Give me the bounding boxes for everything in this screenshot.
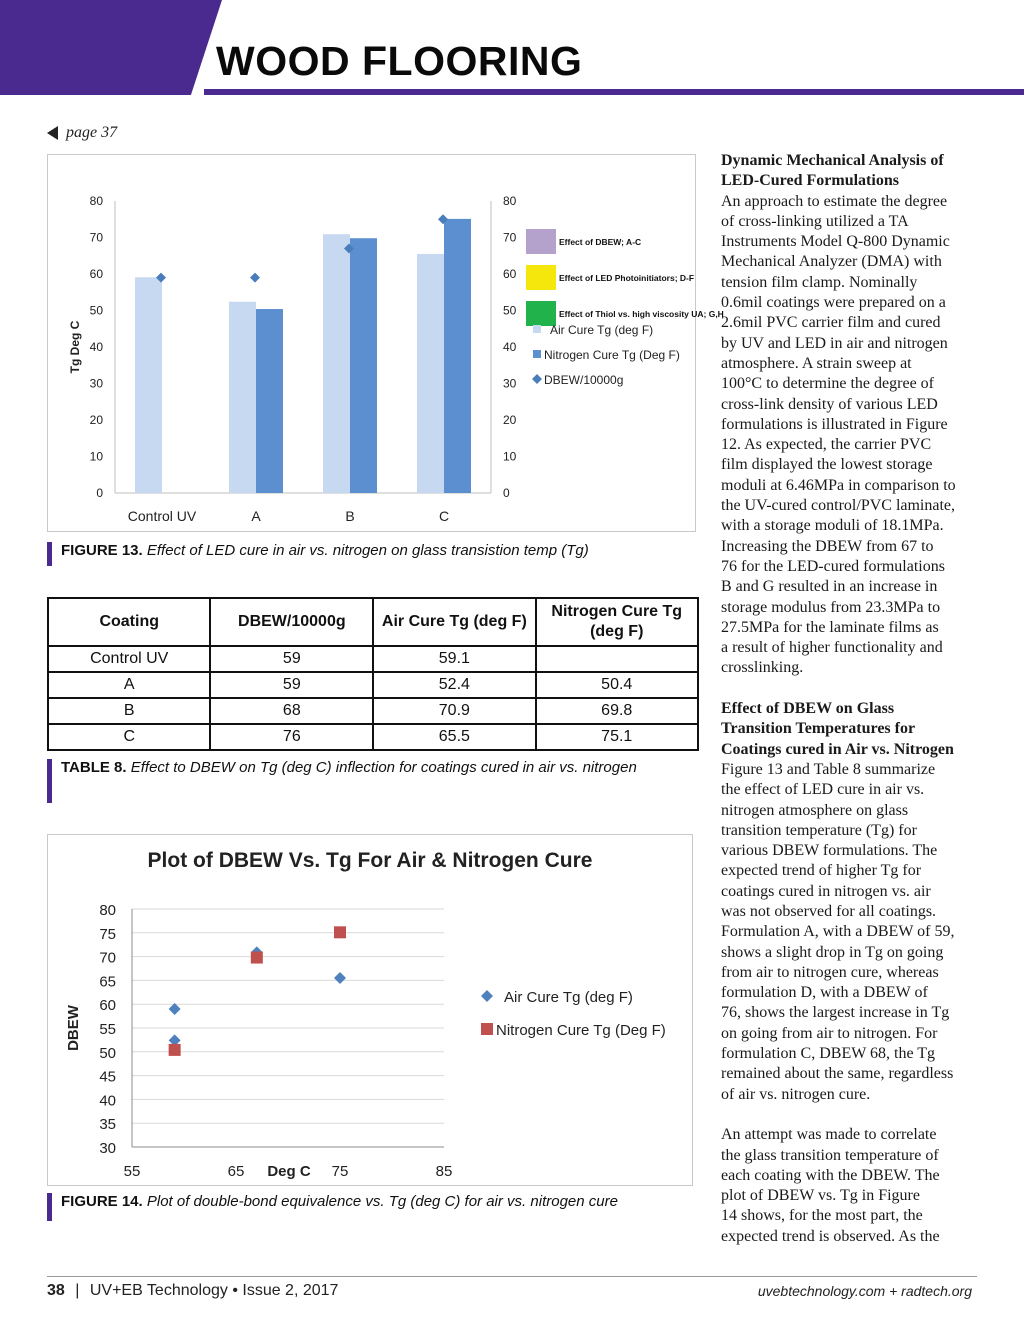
bar-air-cure [417, 254, 444, 493]
y-tick-label: 20 [89, 413, 103, 427]
article-text-line: the UV-cured control/PVC laminate, [721, 497, 956, 515]
article-text-line: 76 for the LED-cured formulations [721, 557, 945, 575]
figure-14-chart [47, 834, 693, 1186]
article-text-line: An attempt was made to correlate [721, 1126, 937, 1144]
left-triangle-icon [47, 126, 58, 140]
article-text-line: the effect of LED cure in air vs. [721, 781, 925, 799]
article-text-line: various DBEW formulations. The [721, 842, 938, 860]
y2-tick-label: 80 [503, 194, 517, 208]
footer-publication [47, 1282, 338, 1300]
table-cell: 52.4 [373, 672, 535, 698]
article-text-line: film displayed the lowest storage [721, 456, 933, 474]
article-text-line: each coating with the DBEW. The [721, 1166, 940, 1184]
table-8 [47, 597, 699, 751]
legend-box-label: Effect of LED Photoinitiators; D-F [559, 273, 695, 283]
table-row [48, 698, 698, 724]
article-text-line: cross-link density of various LED [721, 395, 938, 413]
table-row [48, 672, 698, 698]
footer-divider: | [75, 1282, 80, 1299]
legend-box-label: Effect of Thiol vs. high viscosity UA; G,H [559, 309, 724, 319]
legend-swatch-air [533, 325, 541, 333]
y-tick-label: 45 [99, 1068, 116, 1086]
y2-tick-label: 60 [503, 267, 517, 281]
y-tick-label: 80 [99, 902, 116, 919]
article-text-line: 0.6mil coatings were prepared on a [721, 294, 946, 312]
page-number: 38 [47, 1282, 65, 1299]
publication-name: UV+EB Technology • Issue 2, 2017 [89, 1282, 339, 1299]
figure-14-caption [47, 1192, 707, 1212]
bar-air-cure [229, 302, 256, 493]
legend-color-box [526, 265, 556, 290]
x-tick-label: 55 [123, 1163, 141, 1180]
legend-swatch-dbew [532, 374, 542, 384]
table-cell: 59 [210, 672, 373, 698]
article-text-line: 14 shows, for the most part, the [721, 1207, 923, 1225]
y-tick-label: 70 [89, 230, 103, 245]
table-cell: B [48, 698, 210, 724]
header-accent-band [0, 0, 222, 95]
y-tick-label: 30 [99, 1140, 116, 1157]
figure-13-caption-label: FIGURE 13. [61, 542, 143, 559]
legend-series-label: Air Cure Tg (deg F) [504, 989, 633, 1006]
article-text-line: crosslinking. [721, 659, 804, 677]
x-tick-label: A [251, 508, 261, 524]
article-text-line: from air to nitrogen cure, whereas [721, 963, 939, 981]
caption-marker [47, 542, 52, 566]
table-header-cell: Coating [48, 598, 210, 646]
article-text-line: remained about the same, regardless [721, 1065, 954, 1083]
x-tick-label: C [438, 508, 450, 524]
article-text-line: Figure 13 and Table 8 summarize [721, 760, 936, 778]
x-tick-label: B [345, 508, 355, 524]
y-tick-label: 60 [99, 997, 116, 1015]
y-tick-label: 40 [89, 340, 103, 354]
article-text-line: Mechanical Analyzer (DMA) with [721, 253, 942, 271]
legend-series-label: Nitrogen Cure Tg (Deg F) [544, 348, 680, 362]
table-row [48, 724, 698, 750]
article-text-line: on going from air to nitrogen. For [721, 1024, 938, 1042]
y2-tick-label: 0 [503, 486, 510, 500]
legend-swatch-nitrogen [533, 350, 541, 358]
table-cell: 70.9 [373, 698, 535, 724]
legend-series-label: DBEW/10000g [544, 373, 624, 387]
legend-color-box [526, 229, 556, 254]
legend-swatch-air [481, 990, 493, 1002]
y2-tick-label: 30 [503, 376, 517, 391]
article-text-line: nitrogen atmosphere on glass [721, 801, 909, 819]
table-8-caption-text: Effect to DBEW on Tg (deg C) inflection for coatings cured in air vs. nitrogen [130, 759, 637, 776]
legend-swatch-nitrogen [481, 1023, 493, 1035]
paragraph-gap [721, 679, 977, 699]
y-tick-label: 30 [89, 376, 103, 391]
chart-title: Plot of DBEW Vs. Tg For Air & Nitrogen Cure [147, 849, 593, 872]
x-tick-label: 85 [435, 1163, 453, 1180]
y-tick-label: 70 [99, 949, 116, 967]
x-tick-label: 75 [331, 1163, 349, 1180]
article-text-line: of cross-linking utilized a TA [721, 212, 909, 230]
y-tick-label: 40 [99, 1092, 116, 1110]
table-8-caption-label: TABLE 8. [61, 759, 127, 776]
article-text-line: Formulation A, with a DBEW of 59, [721, 923, 955, 941]
article-text-line: expected trend of higher Tg for [721, 862, 922, 880]
caption-marker [47, 1193, 52, 1221]
table-row [48, 646, 698, 672]
figure-14-caption-label: FIGURE 14. [61, 1193, 143, 1210]
article-text-line: formulations is illustrated in Figure [721, 415, 948, 433]
table-header-row [48, 598, 698, 646]
y2-tick-label: 20 [503, 413, 517, 427]
table-cell: 59.1 [373, 646, 535, 672]
article-heading-line: Effect of DBEW on Glass [721, 700, 895, 718]
table-cell: 75.1 [536, 724, 699, 750]
table-cell: 69.8 [536, 698, 699, 724]
footer-websites[interactable]: uvebtechnology.com + radtech.org [757, 1283, 972, 1299]
article-text-line: with a storage moduli of 18.1MPa. [721, 517, 944, 535]
article-text-line: expected trend is observed. As the [721, 1227, 940, 1245]
table-cell: 65.5 [373, 724, 535, 750]
figure-13-svg [48, 155, 724, 533]
y-tick-label: 75 [99, 925, 116, 943]
nitrogen-cure-point [169, 1044, 181, 1056]
article-text-line: was not observed for all coatings. [721, 902, 937, 920]
y2-tick-label: 40 [503, 340, 517, 354]
paragraph-gap [721, 1105, 977, 1125]
x-tick-label: 65 [227, 1163, 245, 1180]
table-cell: 50.4 [536, 672, 699, 698]
table-cell: Control UV [48, 646, 210, 672]
y-tick-label: 55 [99, 1021, 116, 1038]
air-cure-point [334, 972, 346, 984]
article-text-line: the glass transition temperature of [721, 1146, 939, 1164]
back-page-label: page 37 [66, 124, 118, 141]
bar-nitrogen-cure [256, 309, 283, 493]
figure-13-caption-text: Effect of LED cure in air vs. nitrogen on glass transistion temp (Tg) [146, 542, 589, 559]
article-text-line: formulation C, DBEW 68, the Tg [721, 1045, 936, 1063]
y-tick-label: 65 [99, 973, 116, 991]
air-cure-point [169, 1003, 181, 1015]
table-cell: C [48, 724, 210, 750]
y-tick-label: 60 [89, 267, 103, 281]
table-cell: A [48, 672, 210, 698]
article-text-line: 76, shows the largest increase in Tg [721, 1004, 950, 1022]
article-text-line: 2.6mil PVC carrier film and cured [721, 314, 941, 332]
header-rule [204, 89, 1024, 95]
bar-air-cure [135, 277, 162, 493]
article-text-line: of air vs. nitrogen cure. [721, 1085, 871, 1103]
article-text-line: by UV and LED in air and nitrogen [721, 334, 948, 352]
article-text-line: tension film clamp. Nominally [721, 273, 918, 291]
article-heading-line: LED-Cured Formulations [721, 172, 899, 190]
table-cell: 76 [210, 724, 373, 750]
bar-air-cure [323, 234, 350, 493]
y-axis-title: DBEW [65, 1005, 82, 1051]
article-text-line: a result of higher functionality and [721, 639, 943, 657]
article-text-line: 100°C to determine the degree of [721, 375, 934, 393]
article-text-line: 12. As expected, the carrier PVC [721, 436, 932, 454]
y2-tick-label: 10 [503, 449, 517, 464]
article-column [721, 151, 977, 1247]
y-tick-label: 0 [96, 486, 103, 500]
back-page-link[interactable] [47, 124, 117, 142]
legend-box-label: Effect of DBEW; A-C [559, 237, 642, 247]
article-text-line: storage modulus from 23.3MPa to [721, 598, 941, 616]
table-cell: 59 [210, 646, 373, 672]
figure-14-svg [48, 835, 694, 1187]
table-8-caption [47, 758, 677, 778]
legend-series-label: Air Cure Tg (deg F) [550, 323, 654, 337]
x-axis-title: Deg C [267, 1163, 311, 1180]
table-cell [536, 646, 699, 672]
section-title: WOOD FLOORING [216, 38, 583, 84]
y-tick-label: 10 [89, 449, 103, 464]
article-text-line: Increasing the DBEW from 67 to [721, 537, 934, 555]
article-text-line: B and G resulted in an increase in [721, 578, 938, 596]
table-cell: 68 [210, 698, 373, 724]
article-text-line: An approach to estimate the degree [721, 192, 948, 210]
article-text-line: plot of DBEW vs. Tg in Figure [721, 1187, 920, 1205]
article-text-line: shows a slight drop in Tg on going [721, 943, 944, 961]
table-header-cell: Nitrogen Cure Tg (deg F) [536, 598, 699, 646]
y-axis-title: Tg Deg C [68, 320, 82, 374]
bar-nitrogen-cure [350, 238, 377, 493]
y2-tick-label: 50 [503, 303, 517, 318]
article-heading-line: Coatings cured in Air vs. Nitrogen [721, 740, 954, 758]
table-header-cell: Air Cure Tg (deg F) [373, 598, 535, 646]
article-text-line: Instruments Model Q-800 Dynamic [721, 233, 950, 251]
figure-13-chart [47, 154, 724, 532]
article-text-line: formulation D, with a DBEW of [721, 984, 928, 1002]
article-heading-line: Dynamic Mechanical Analysis of [721, 152, 944, 169]
y-tick-label: 50 [99, 1044, 116, 1062]
article-text-line: moduli at 6.46MPa in comparison to [721, 476, 956, 494]
dbew-marker [250, 273, 260, 283]
footer-rule [47, 1276, 977, 1277]
y-tick-label: 35 [99, 1116, 116, 1134]
y2-tick-label: 70 [503, 230, 517, 245]
article-text-line: 27.5MPa for the laminate films as [721, 618, 939, 636]
nitrogen-cure-point [251, 952, 263, 964]
x-tick-label: Control UV [127, 508, 197, 524]
nitrogen-cure-point [334, 926, 346, 938]
article-text-line: coatings cured in nitrogen vs. air [721, 882, 931, 900]
legend-series-label: Nitrogen Cure Tg (Deg F) [496, 1022, 666, 1039]
y-tick-label: 80 [89, 194, 103, 208]
caption-marker [47, 759, 52, 803]
article-text-line: atmosphere. A strain sweep at [721, 354, 912, 372]
bar-nitrogen-cure [444, 219, 471, 493]
article-heading-line: Transition Temperatures for [721, 720, 916, 738]
table-header-cell: DBEW/10000g [210, 598, 373, 646]
article-text-line: transition temperature (Tg) for [721, 821, 917, 839]
figure-14-caption-text: Plot of double-bond equivalence vs. Tg (deg C) for air vs. nitrogen cure [146, 1193, 618, 1210]
figure-13-caption [47, 541, 707, 561]
y-tick-label: 50 [89, 303, 103, 318]
